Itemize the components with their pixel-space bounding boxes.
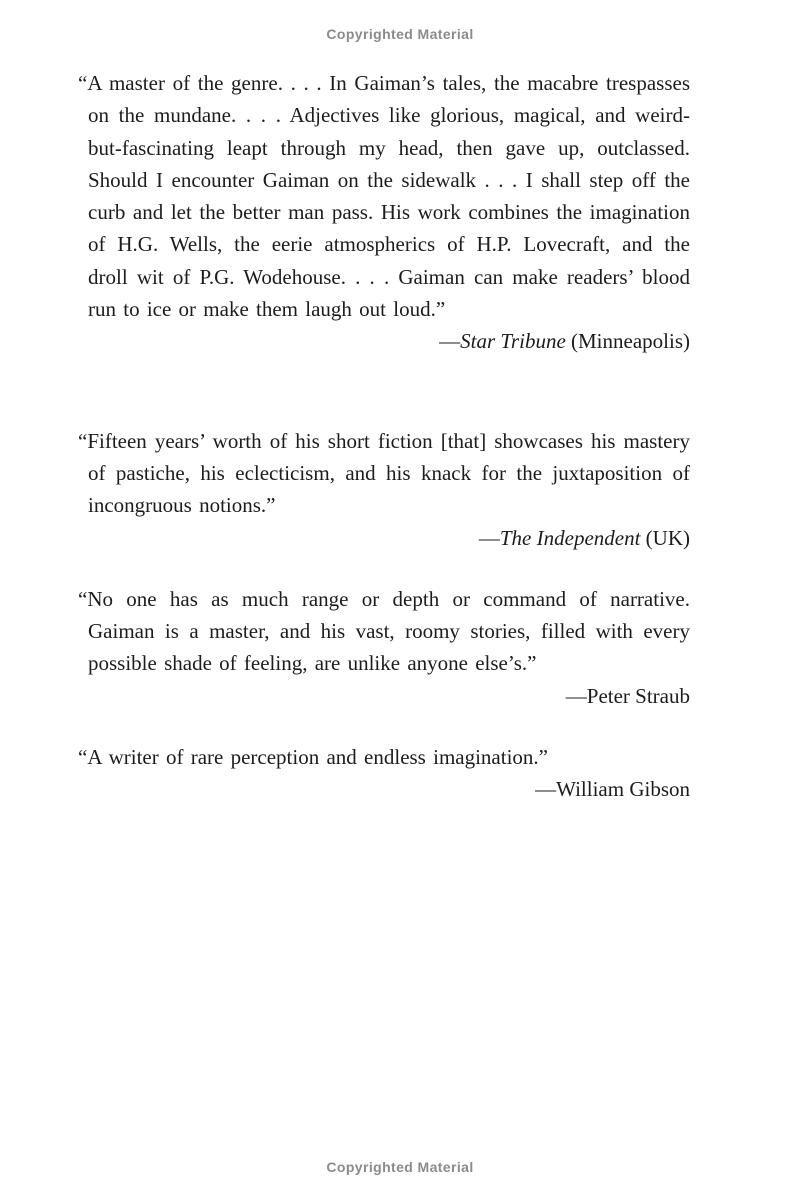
- attribution-source: Star Tribune: [460, 329, 566, 354]
- attribution-dash: —: [478, 525, 500, 550]
- quote-attribution: [78, 522, 690, 554]
- quote-block-star-tribune: [78, 67, 690, 358]
- quote-block-peter-straub: [78, 583, 690, 712]
- attribution-source: William Gibson: [556, 777, 690, 802]
- quote-block-independent: [78, 425, 690, 554]
- attribution-suffix: (UK): [640, 525, 690, 550]
- copyright-notice-bottom: Copyrighted Material: [326, 1159, 474, 1175]
- quote-attribution: [78, 325, 690, 357]
- quote-text: “Fifteen years’ worth of his short fiction [that] showcases his mastery of pastiche, his eclecticism, and his knack for the juxtaposition of incongruous notions.”: [78, 428, 690, 518]
- quote-text: “A writer of rare perception and endless imagination.”: [78, 745, 548, 770]
- quote-text: “No one has as much range or depth or command of narrative. Gaiman is a master, and his vast, roomy stories, filled with every possible shade of feeling, are unlike anyone else’s.”: [78, 586, 690, 676]
- copyright-notice-top: Copyrighted Material: [326, 26, 474, 42]
- quote-text: “A master of the genre. . . . In Gaiman’s tales, the macabre trespasses on the mundane. . . . Adjectives like glorious, magical, and weird-but-fascinating leapt through my head, then gave up, outclassed. Should I encounter Gaiman on the sidewalk . . . I shall step off the curb and let the better man pass. His work combines the imagination of H.G. Wells, the eerie atmospherics of H.P. Lovecraft, and the droll wit of P.G. Wodehouse. . . . Gaiman can make readers’ blood run to ice or make them laugh out loud.”: [78, 71, 690, 322]
- quote-attribution: [78, 680, 690, 712]
- attribution-dash: —: [439, 329, 461, 354]
- attribution-dash: —: [535, 777, 557, 802]
- praise-quotes-section: [78, 67, 690, 835]
- attribution-source: The Independent: [499, 525, 641, 550]
- attribution-suffix: (Minneapolis): [565, 329, 690, 354]
- attribution-source: Peter Straub: [586, 683, 690, 708]
- quote-block-william-gibson: [78, 741, 690, 806]
- quote-attribution: [78, 773, 690, 805]
- attribution-dash: —: [565, 683, 587, 708]
